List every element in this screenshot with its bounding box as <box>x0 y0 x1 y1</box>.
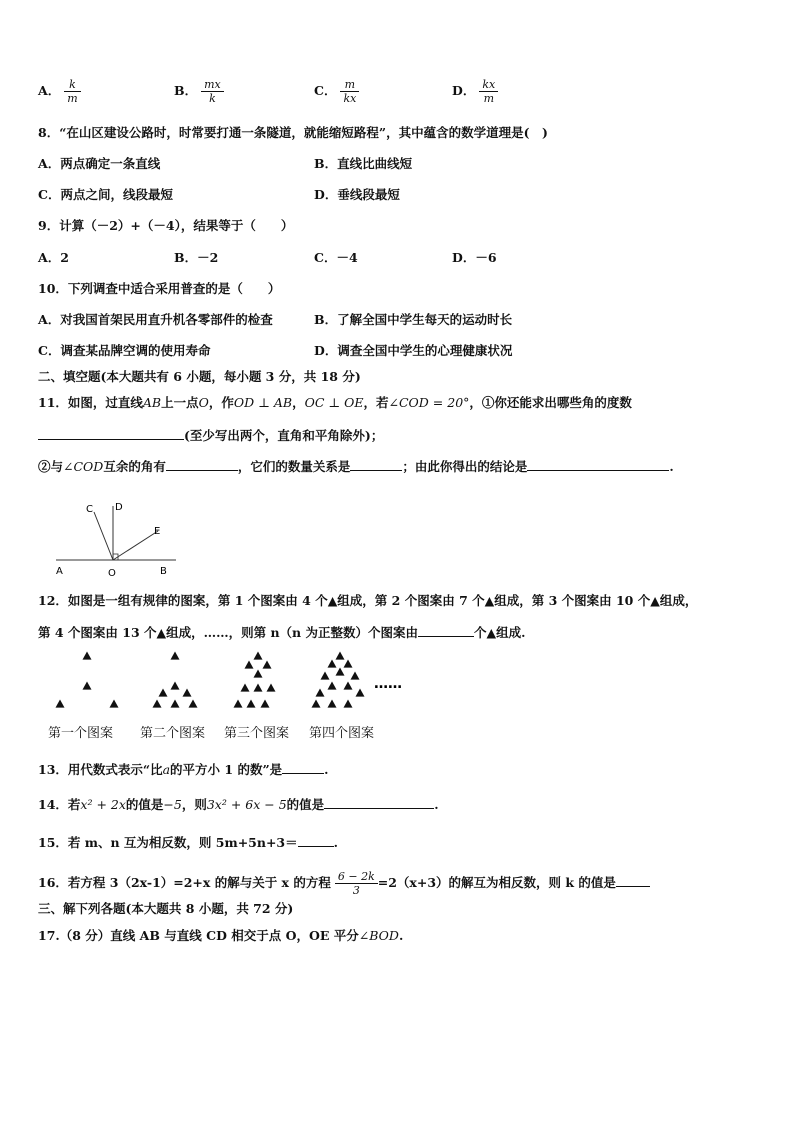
text: 14．若 <box>38 797 81 812</box>
math: O <box>198 395 209 410</box>
triangle-mark <box>316 689 325 697</box>
q12-line-1: 12．如图是一组有规律的图案，第 1 个图案由 4 个▲组成，第 2 个图案由 7 个▲组成，第 3 个图案由 10 个▲组成， <box>38 593 698 608</box>
q9-option-d: D．－6 <box>452 250 497 265</box>
fraction <box>335 870 378 897</box>
triangle-mark <box>328 660 337 668</box>
math: OC ⊥ OE <box>304 395 364 410</box>
triangle-mark <box>83 682 92 690</box>
q16 <box>38 870 650 897</box>
q9-option-c: C．－4 <box>314 250 358 265</box>
triangle-mark <box>153 700 162 708</box>
text: 11．如图，过直线 <box>38 395 143 410</box>
triangle-mark <box>263 661 272 669</box>
math: 3x² + 6x − 5 <box>206 797 287 812</box>
text: 互余的角有 <box>103 459 166 474</box>
text: 第 4 个图案由 13 个▲组成，……，则第 n（n 为正整数）个图案由 <box>38 625 418 640</box>
text: 上一点 <box>161 395 199 410</box>
answer-blank[interactable] <box>282 761 324 774</box>
q8-stem: 8．“在山区建设公路时，时常要打通一条隧道，就能缩短路程”，其中蕴含的数学道理是( ) <box>38 125 548 140</box>
math: x² + 2x <box>80 797 126 812</box>
triangle-mark <box>241 684 250 692</box>
text: 个▲组成. <box>474 625 526 640</box>
triangle-mark <box>328 700 337 708</box>
text: ，它们的数量关系是 <box>237 459 351 474</box>
q9-option-b: B．－2 <box>174 250 219 265</box>
denominator: m <box>67 92 78 105</box>
q11-line-1 <box>38 395 632 411</box>
triangle-mark <box>159 689 168 697</box>
text: ，①你还能求出哪些角的度数 <box>469 395 632 410</box>
q10-option-c: C．调查某品牌空调的使用寿命 <box>38 343 211 358</box>
numerator: mx <box>201 78 224 92</box>
text: ，若 <box>363 395 389 410</box>
text: ，作 <box>208 395 234 410</box>
section-2-heading: 二、填空题(本大题共有 6 小题，每小题 3 分，共 18 分) <box>38 369 361 384</box>
q11-line-3 <box>38 458 674 475</box>
label-o: O <box>108 568 116 578</box>
q10-option-b: B．了解全国中学生每天的运动时长 <box>314 312 513 327</box>
triangle-mark <box>321 672 330 680</box>
answer-blank[interactable] <box>38 427 184 440</box>
triangle-mark <box>254 652 263 660</box>
q8-option-a: A．两点确定一条直线 <box>38 156 161 171</box>
triangle-mark <box>171 652 180 660</box>
denominator: k <box>209 92 216 105</box>
triangle-mark <box>56 700 65 708</box>
triangle-mark <box>336 652 345 660</box>
ellipsis: …… <box>374 676 402 692</box>
answer-blank[interactable] <box>527 458 669 471</box>
triangle-mark <box>344 682 353 690</box>
numerator: k <box>64 78 80 92</box>
triangle-mark <box>234 700 243 708</box>
triangle-mark <box>189 700 198 708</box>
caption-pattern-3: 第三个图案 <box>224 726 290 741</box>
text: 的平方小 1 的数”是 <box>170 762 283 777</box>
option-label: A． <box>38 83 61 98</box>
triangle-mark <box>245 661 254 669</box>
ray-oc <box>94 512 113 560</box>
fraction <box>340 78 359 105</box>
text: ②与 <box>38 459 64 474</box>
text: . <box>398 928 404 943</box>
triangle-mark <box>254 684 263 692</box>
triangle-mark <box>171 700 180 708</box>
q7-option-c <box>314 78 359 105</box>
section-3-heading: 三、解下列各题(本大题共 8 小题，共 72 分) <box>38 901 294 916</box>
text: 15．若 m、n 互为相反数，则 5m+5n+3＝ <box>38 835 298 850</box>
text: . <box>333 835 338 850</box>
caption-pattern-1: 第一个图案 <box>48 726 114 741</box>
text: ；由此你得出的结论是 <box>402 459 528 474</box>
math: −5 <box>163 797 182 812</box>
math: ∠COD <box>63 459 104 474</box>
numerator: 6 − 2k <box>335 870 378 884</box>
triangle-mark <box>267 684 276 692</box>
denominator: m <box>483 92 494 105</box>
text: 的值是 <box>125 797 164 812</box>
q14 <box>38 796 439 813</box>
text: ，则 <box>181 797 207 812</box>
numerator: kx <box>479 78 498 92</box>
q10-option-a: A．对我国首架民用直升机各零部件的检查 <box>38 312 273 327</box>
triangle-mark <box>83 652 92 660</box>
q13 <box>38 761 329 778</box>
text: (至少写出两个，直角和平角除外)； <box>184 428 384 443</box>
label-b: B <box>160 566 167 577</box>
text: . <box>669 459 674 474</box>
caption-pattern-2: 第二个图案 <box>140 726 206 741</box>
text: ， <box>292 395 305 410</box>
triangle-mark <box>336 668 345 676</box>
denominator: kx <box>343 92 357 105</box>
q7-option-b <box>174 78 224 105</box>
option-label: B． <box>174 83 198 98</box>
label-a: A <box>56 566 63 577</box>
q11-angle-figure <box>44 494 184 578</box>
math: AB <box>142 395 162 410</box>
q8-option-b: B．直线比曲线短 <box>314 156 413 171</box>
ray-oe <box>113 531 158 560</box>
triangle-mark <box>328 682 337 690</box>
q10-option-d: D．调查全国中学生的心理健康状况 <box>314 343 513 358</box>
q7-option-a <box>38 78 81 105</box>
label-c: C <box>86 504 93 515</box>
q15 <box>38 834 338 851</box>
triangle-mark <box>183 689 192 697</box>
answer-blank[interactable] <box>324 796 434 809</box>
triangle-mark <box>344 660 353 668</box>
q10-stem: 10．下列调查中适合采用普查的是（ ） <box>38 281 281 296</box>
math: ∠BOD <box>358 928 399 943</box>
denominator: 3 <box>352 884 360 897</box>
q17 <box>38 928 403 944</box>
math: a <box>162 762 171 777</box>
text: =2（x+3）的解互为相反数，则 k 的值是 <box>377 875 616 890</box>
triangle-mark <box>344 700 353 708</box>
fraction <box>479 78 498 105</box>
triangle-mark <box>312 700 321 708</box>
label-d: D <box>115 502 123 513</box>
fraction <box>201 78 224 105</box>
label-e: E <box>154 526 161 537</box>
answer-blank[interactable] <box>616 874 650 887</box>
fraction <box>64 78 80 105</box>
math: OD ⊥ AB <box>233 395 293 410</box>
answer-blank[interactable] <box>298 834 334 847</box>
text: . <box>434 797 439 812</box>
text: 的值是 <box>286 797 325 812</box>
q8-option-c: C．两点之间，线段最短 <box>38 187 173 202</box>
triangle-mark <box>356 689 365 697</box>
triangle-mark <box>351 672 360 680</box>
q7-option-d <box>452 78 498 105</box>
caption-pattern-4: 第四个图案 <box>309 726 375 741</box>
q12-line-2 <box>38 624 525 641</box>
text: 13．用代数式表示“比 <box>38 762 163 777</box>
triangle-mark <box>110 700 119 708</box>
option-label: D． <box>452 83 476 98</box>
q9-stem: 9．计算（－2）+（－4），结果等于（ ） <box>38 218 294 233</box>
numerator: m <box>340 78 359 92</box>
q11-line-2 <box>38 427 383 444</box>
triangle-mark <box>171 682 180 690</box>
option-label: C． <box>314 83 337 98</box>
q9-option-a: A．2 <box>38 250 69 265</box>
q8-option-d: D．垂线段最短 <box>314 187 400 202</box>
answer-blank[interactable] <box>418 624 474 637</box>
answer-blank[interactable] <box>350 458 402 471</box>
text: 17.（8 分）直线 AB 与直线 CD 相交于点 O，OE 平分 <box>38 928 359 943</box>
text: . <box>324 762 329 777</box>
text: 16．若方程 3（2x-1）=2+x 的解与关于 x 的方程 <box>38 875 331 890</box>
triangle-mark <box>261 700 270 708</box>
answer-blank[interactable] <box>166 458 238 471</box>
math: ∠COD = 20° <box>388 395 470 410</box>
q12-triangle-patterns <box>40 646 420 716</box>
triangle-mark <box>247 700 256 708</box>
triangle-mark <box>254 670 263 678</box>
